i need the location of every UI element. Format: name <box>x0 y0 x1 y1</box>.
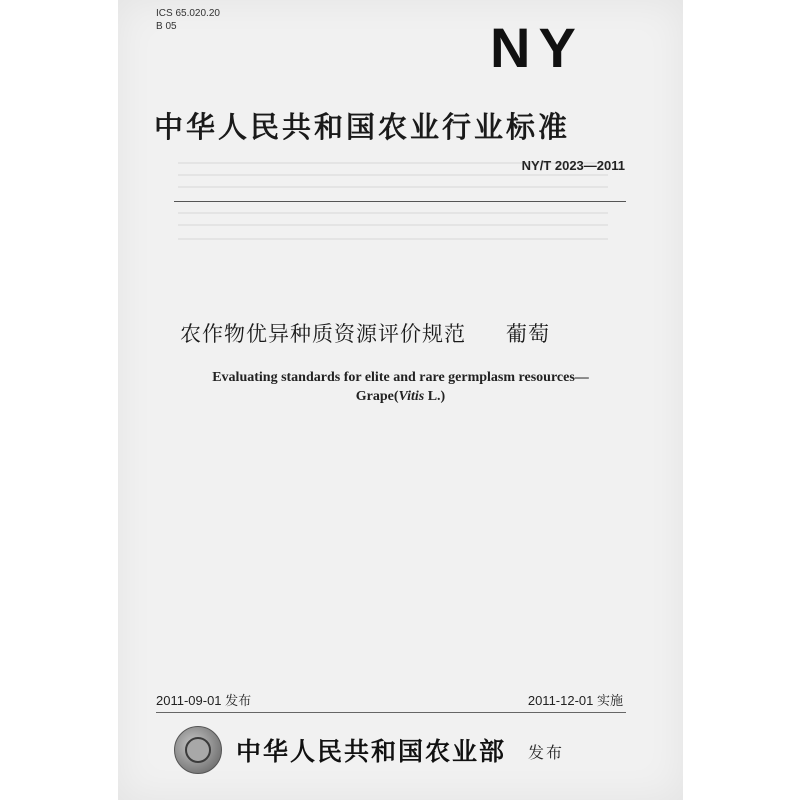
title-en-prefix: Grape( <box>355 389 399 404</box>
ics-code: ICS 65.020.20 <box>156 8 220 19</box>
issue-date: 2011-09-01 发布 <box>156 693 252 708</box>
show-through-mark <box>178 224 608 226</box>
document-title-chinese <box>180 318 550 348</box>
standard-type-title: 中华人民共和国农业行业标准 <box>154 110 571 144</box>
show-through-mark <box>178 186 608 188</box>
title-en-suffix: L.) <box>424 389 446 404</box>
ny-mark: NY <box>490 16 584 79</box>
header-divider <box>174 201 626 202</box>
footer-divider <box>156 712 626 713</box>
document-title-english-line1: Evaluating standards for elite and rare germplasm resources— <box>212 370 589 385</box>
title-main: 农作物优异种质资源评价规范 <box>180 322 466 346</box>
publisher-name: 中华人民共和国农业部 <box>236 737 507 766</box>
show-through-mark <box>178 212 608 214</box>
document-title-english-line2 <box>118 389 683 405</box>
standard-number: NY/T 2023—2011 <box>521 158 625 173</box>
title-crop: 葡萄 <box>506 322 550 346</box>
show-through-mark <box>178 238 608 240</box>
implementation-date: 2011-12-01 实施 <box>527 693 623 708</box>
title-en-italic: Vitis <box>398 389 425 404</box>
publisher-action: 发布 <box>528 743 565 762</box>
show-through-mark <box>178 174 608 176</box>
standard-cover <box>118 0 683 800</box>
show-through-mark <box>178 162 608 164</box>
ministry-emblem-icon <box>174 726 222 774</box>
ccs-code: B 05 <box>156 21 177 32</box>
